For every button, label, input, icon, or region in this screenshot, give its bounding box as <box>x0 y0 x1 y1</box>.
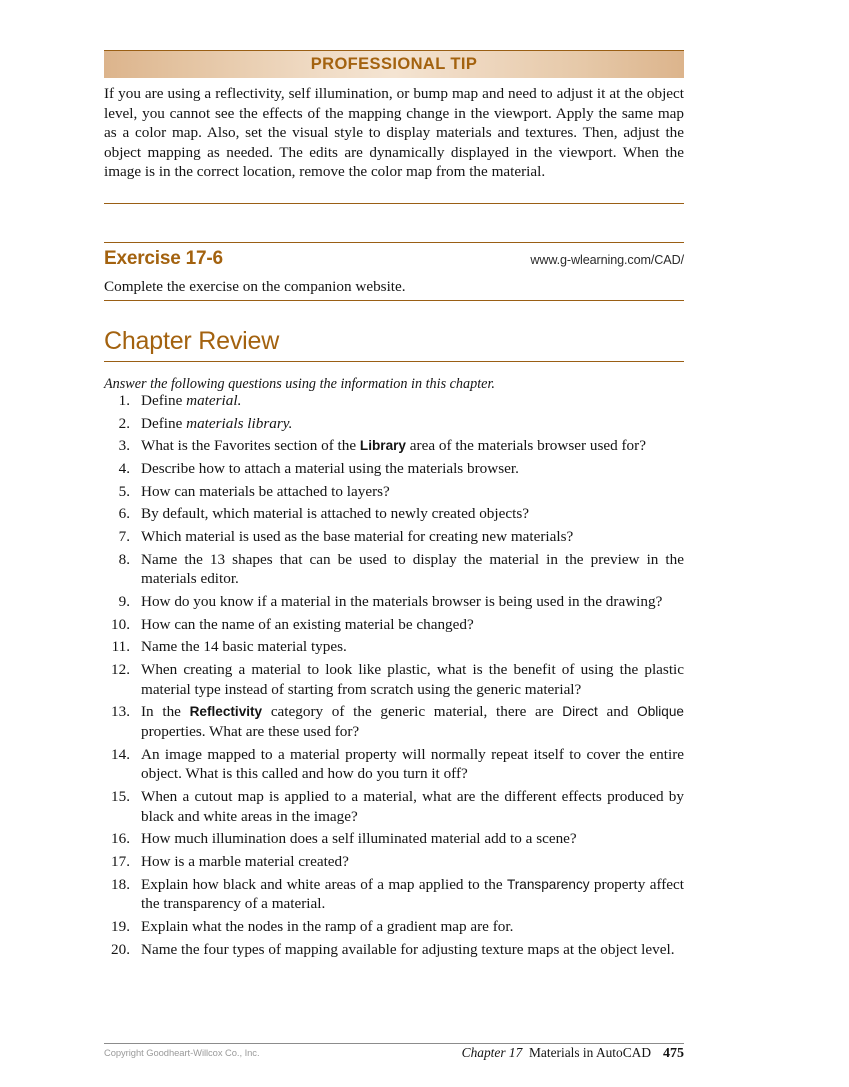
question-text-run: Transparency <box>506 876 590 892</box>
review-question-item <box>104 504 684 524</box>
question-text-run: How much illumination does a self illuminated material add to a scene? <box>141 830 577 848</box>
question-text-run: Library <box>359 438 406 454</box>
question-text-run: and <box>597 703 638 721</box>
exercise-website-url[interactable]: www.g-wlearning.com/CAD/ <box>530 253 684 267</box>
question-text <box>141 527 684 547</box>
question-text <box>141 550 684 589</box>
question-number: 12. <box>111 661 130 679</box>
question-text <box>141 637 684 657</box>
review-question-item <box>104 787 684 826</box>
question-number: 13. <box>111 703 130 721</box>
review-question-item <box>104 745 684 784</box>
question-text-run: Explain what the nodes in the ramp of a gradient map are for. <box>141 917 514 935</box>
question-text <box>141 660 684 699</box>
question-number: 11. <box>111 638 130 656</box>
question-number: 16. <box>111 830 130 848</box>
question-number: 15. <box>111 788 130 805</box>
question-text-run: Define <box>141 392 187 409</box>
copyright-notice: Copyright Goodheart-Willcox Co., Inc. <box>104 1047 260 1058</box>
question-text-run: Oblique <box>637 704 684 720</box>
question-number: 10. <box>111 615 130 633</box>
question-text <box>141 917 684 937</box>
question-text <box>141 829 684 849</box>
professional-tip-body: If you are using a reflectivity, self illumination, or bump map and need to adjust it at the object level, you cannot see the effects of the mapping change in the viewport. Apply the same map as a color map. Also, set the visual style to display materials and textures. Then, adjust the object mapping as needed. The edits are dynamically displayed in the viewport. When the image is in the correct location, remove the color map from the material. <box>104 85 684 181</box>
question-text <box>141 391 684 411</box>
question-number: 17. <box>111 852 130 870</box>
chapter-review-instruction-wrap <box>104 366 684 393</box>
question-number: 5. <box>118 482 130 500</box>
review-question-item <box>104 875 684 914</box>
question-text <box>141 852 684 872</box>
question-number: 4. <box>118 460 130 478</box>
question-number: 9. <box>118 593 130 611</box>
question-number: 7. <box>118 528 130 546</box>
question-text <box>141 436 684 456</box>
question-text-run: category of the generic material, there are <box>262 703 563 721</box>
question-text <box>141 875 684 914</box>
review-question-item <box>104 459 684 479</box>
question-text-run: materials library. <box>186 414 293 432</box>
question-text-run: How is a marble material created? <box>141 852 349 870</box>
question-text <box>141 615 684 635</box>
exercise-title: Exercise 17-6 <box>104 248 223 269</box>
review-question-item <box>104 592 684 612</box>
question-number: 6. <box>118 505 130 523</box>
chapter-review-block <box>104 327 684 355</box>
review-question-item <box>104 527 684 547</box>
review-question-list <box>104 391 684 962</box>
question-text <box>141 414 684 434</box>
question-text-run: By default, which material is attached to newly created objects? <box>141 505 529 523</box>
question-text-run: properties. What are these used for? <box>141 723 360 741</box>
review-question-item <box>104 637 684 657</box>
exercise-header-row <box>104 248 684 272</box>
question-number: 2. <box>118 414 130 432</box>
question-text-run: Describe how to attach a material using the materials browser. <box>141 460 519 478</box>
question-text-run: When creating a material to look like plastic, what is the benefit of using the plastic material type instead of starting from scratch using the generic material? <box>141 661 684 698</box>
footer-chapter-title: Materials in AutoCAD <box>529 1045 651 1060</box>
review-question-item <box>104 550 684 589</box>
question-text-run: How can the name of an existing material be changed? <box>141 615 474 633</box>
question-text-run: How can materials be attached to layers? <box>141 482 390 500</box>
question-text <box>141 592 684 612</box>
review-question-item <box>104 660 684 699</box>
question-text-run: Define <box>141 414 187 432</box>
question-text-run: material. <box>186 392 242 409</box>
review-question-item <box>104 414 684 434</box>
question-text-run: What is the Favorites section of the <box>141 437 360 455</box>
question-text-run: Name the 14 basic material types. <box>141 638 347 656</box>
chapter-review-instruction: Answer the following questions using the information in this chapter. <box>104 376 495 392</box>
question-text-run: Reflectivity <box>189 704 263 720</box>
divider-above-exercise <box>104 242 684 243</box>
question-number: 19. <box>111 917 130 935</box>
review-question-item <box>104 615 684 635</box>
question-number: 1. <box>118 392 130 409</box>
question-number: 14. <box>111 745 130 763</box>
question-number: 3. <box>118 437 130 455</box>
review-question-item <box>104 829 684 849</box>
review-question-item <box>104 482 684 502</box>
question-text <box>141 482 684 502</box>
question-text <box>141 702 684 741</box>
question-text <box>141 787 684 826</box>
professional-tip-header-bar <box>104 50 684 78</box>
question-text-run: property affect the transparency of a material. <box>141 875 684 913</box>
question-text <box>141 940 684 960</box>
page-number: 475 <box>663 1046 684 1061</box>
question-text <box>141 504 684 524</box>
question-text-run: When a cutout map is applied to a material, what are the different effects produced by black and white areas in the image? <box>141 788 684 825</box>
divider-below-exercise <box>104 300 684 301</box>
question-number: 20. <box>111 940 130 958</box>
review-question-item <box>104 940 684 960</box>
professional-tip-heading: PROFESSIONAL TIP <box>310 55 478 73</box>
review-question-item <box>104 391 684 411</box>
question-text-run: Explain how black and white areas of a map applied to the <box>141 875 507 893</box>
professional-tip-box <box>104 50 684 197</box>
footer-divider <box>104 1043 684 1044</box>
exercise-block <box>104 248 684 311</box>
question-text-run: Which material is used as the base material for creating new materials? <box>141 528 574 546</box>
question-text-run: How do you know if a material in the materials browser is being used in the drawing? <box>141 593 663 611</box>
footer-chapter-number: Chapter 17 <box>461 1045 523 1060</box>
question-number: 18. <box>111 875 130 893</box>
review-question-item <box>104 917 684 937</box>
question-text-run: Direct <box>562 704 598 720</box>
question-text-run: An image mapped to a material property will normally repeat itself to cover the entire object. What is this called and how do you turn it off? <box>141 745 684 783</box>
divider-below-tip <box>104 203 684 204</box>
question-text <box>141 459 684 479</box>
review-question-item <box>104 702 684 741</box>
page-footer <box>104 1047 684 1063</box>
question-text-run: Name the four types of mapping available for adjusting texture maps at the object level. <box>141 940 675 958</box>
exercise-subtitle: Complete the exercise on the companion website. <box>104 278 406 295</box>
divider-below-chapter-review-title <box>104 361 684 362</box>
question-text <box>141 745 684 784</box>
footer-chapter-info <box>462 1045 684 1062</box>
review-question-item <box>104 852 684 872</box>
question-text-run: In the <box>141 703 190 721</box>
question-text-run: Name the 13 shapes that can be used to display the material in the preview in the materials editor. <box>141 550 684 588</box>
question-number: 8. <box>118 550 130 568</box>
chapter-review-title: Chapter Review <box>104 327 280 355</box>
question-text-run: area of the materials browser used for? <box>406 437 646 455</box>
review-question-item <box>104 436 684 456</box>
